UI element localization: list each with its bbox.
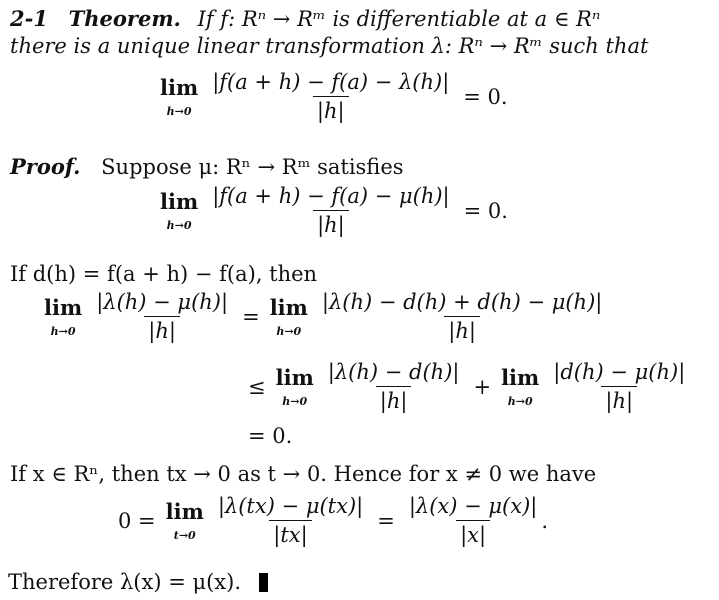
lim-word: lim — [160, 75, 199, 100]
limit-operator — [160, 77, 198, 117]
equals-sign: = — [377, 509, 395, 533]
limit-operator — [160, 191, 198, 231]
denominator: |h| — [601, 386, 637, 412]
theorem-line-1 — [10, 8, 600, 30]
equals-sign: = — [242, 305, 260, 329]
denominator: |h| — [376, 386, 412, 412]
numerator: |f(a + h) − f(a) − λ(h)| — [212, 70, 450, 94]
lim-subscript: t→0 — [173, 529, 196, 542]
proof-text: Suppose μ: Rⁿ → Rᵐ satisfies — [101, 155, 404, 179]
equation-3-row-1 — [44, 292, 606, 342]
denominator: |h| — [144, 316, 180, 342]
denominator: |x| — [456, 520, 490, 546]
theorem-statement-2: there is a unique linear transformation λ: Rⁿ → Rᵐ such that — [10, 34, 649, 58]
leq-sign: ≤ — [248, 375, 266, 399]
limit-operator — [276, 367, 314, 407]
theorem-heading: Theorem. — [68, 6, 181, 31]
proof-line — [10, 156, 404, 178]
equation-1 — [160, 72, 518, 122]
lim-word: lim — [44, 295, 83, 320]
fraction — [549, 362, 689, 412]
lim-word: lim — [275, 365, 314, 390]
lim-subscript: h→0 — [282, 395, 308, 408]
numerator: |λ(tx) − μ(tx)| — [217, 494, 364, 518]
rhs: = 0. — [463, 85, 508, 109]
denominator: |tx| — [269, 520, 311, 546]
equation-2 — [160, 186, 518, 236]
qed-box-icon — [259, 573, 268, 592]
fraction — [405, 496, 542, 546]
conclusion-line — [8, 572, 268, 593]
lim-subscript: h→0 — [507, 395, 533, 408]
rhs: = 0. — [463, 199, 508, 223]
denominator: |h| — [444, 316, 480, 342]
numerator: |λ(x) − μ(x)| — [408, 494, 538, 518]
equation-4 — [118, 496, 548, 546]
equation-3-row-2 — [248, 362, 689, 412]
lim-word: lim — [501, 365, 540, 390]
denominator: |h| — [313, 210, 349, 236]
lim-word: lim — [160, 189, 199, 214]
lim-subscript: h→0 — [166, 105, 192, 118]
plus-sign: + — [473, 375, 492, 399]
numerator: |f(a + h) − f(a) − μ(h)| — [212, 184, 450, 208]
period: . — [541, 509, 549, 533]
limit-operator — [44, 297, 82, 337]
lim-subscript: h→0 — [50, 325, 76, 338]
numerator: |λ(h) − μ(h)| — [96, 290, 229, 314]
lim-subscript: h→0 — [276, 325, 302, 338]
fraction — [92, 292, 232, 342]
dh-definition: If d(h) = f(a + h) − f(a), then — [10, 262, 318, 286]
fraction — [324, 362, 464, 412]
numerator: |λ(h) − d(h) + d(h) − μ(h)| — [321, 290, 603, 314]
limit-operator — [166, 501, 204, 541]
lim-subscript: h→0 — [166, 219, 192, 232]
lim-word: lim — [269, 295, 308, 320]
fraction — [208, 186, 453, 236]
lim-word: lim — [165, 499, 204, 524]
fraction — [318, 292, 606, 342]
numerator: |d(h) − μ(h)| — [553, 360, 686, 384]
conclusion-text: Therefore λ(x) = μ(x). — [8, 570, 242, 594]
proof-label: Proof. — [10, 154, 81, 179]
theorem-statement-1: If f: Rⁿ → Rᵐ is differentiable at a ∈ Rⁿ — [197, 7, 601, 31]
fraction — [214, 496, 367, 546]
limit-operator — [501, 367, 539, 407]
theorem-number: 2-1 — [10, 6, 48, 31]
tx-line: If x ∈ Rⁿ, then tx → 0 as t → 0. Hence for x ≠ 0 we have — [10, 462, 597, 486]
limit-operator — [270, 297, 308, 337]
denominator: |h| — [313, 96, 349, 122]
zero-equals: 0 = — [118, 509, 156, 533]
equation-3-row-3: = 0. — [248, 424, 293, 448]
fraction — [208, 72, 453, 122]
numerator: |λ(h) − d(h)| — [327, 360, 460, 384]
